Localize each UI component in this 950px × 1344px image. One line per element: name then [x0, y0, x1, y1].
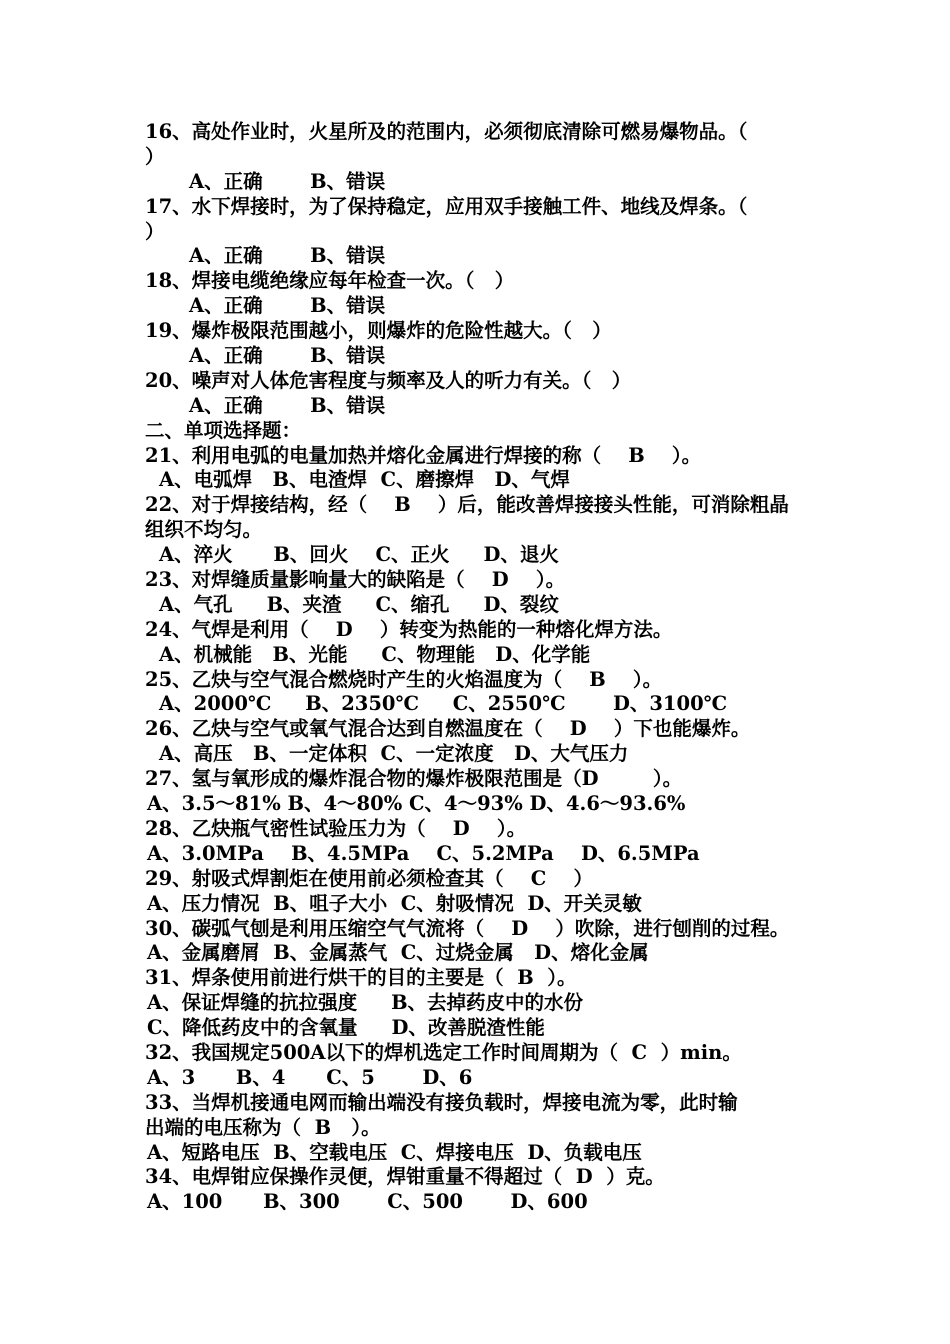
question-27: 27、氢与氧形成的爆炸混合物的爆炸极限范围是（D ）。 — [145, 767, 683, 791]
text-line: ） — [145, 144, 165, 168]
answer-options: A、保证焊缝的抗拉强度 B、去掉药皮中的水份 — [147, 991, 584, 1015]
question-21: 21、利用电弧的电量加热并熔化金属进行焊接的称（ B ）。 — [145, 443, 702, 467]
answer-options: A、正确 B、错误 — [189, 169, 386, 193]
answer-options: A、压力情况 B、咀子大小 C、射吸情况 D、开关灵敏 — [147, 891, 642, 915]
question-34: 34、电焊钳应保操作灵便，焊钳重量不得超过（ D ）克。 — [145, 1165, 665, 1189]
answer-options: A、3 B、4 C、5 D、6 — [147, 1065, 473, 1089]
text-line: 16、高处作业时，火星所及的范围内，必须彻底清除可燃易爆物品。（ — [145, 120, 748, 143]
answer-options: A、高压 B、一定体积 C、一定浓度 D、大气压力 — [159, 742, 629, 766]
answer-options: A、正确 B、错误 — [189, 344, 386, 368]
answer-options: A、正确 B、错误 — [189, 393, 386, 417]
answer-options: A、机械能 B、光能 C、物理能 D、化学能 — [159, 642, 591, 666]
answer-options: A、正确 B、错误 — [189, 294, 386, 318]
text-line: 17、水下焊接时，为了保持稳定，应用双手接触工件、地线及焊条。（ — [145, 194, 748, 218]
question-24: 24、气焊是利用（ D ）转变为热能的一种熔化焊方法。 — [145, 617, 673, 641]
answer-options: A、淬火 B、回火 C、正火 D、退火 — [159, 543, 559, 567]
question-25: 25、乙炔与空气混合燃烧时产生的火焰温度为（ B ）。 — [145, 667, 663, 691]
question-30: 30、碳弧气刨是利用压缩空气气流将（ D ）吹除，进行刨削的过程。 — [145, 916, 790, 940]
question-33: 33、当焊机接通电网而输出端没有接负载时，焊接电流为零，此时输 — [145, 1090, 738, 1114]
answer-options: A、电弧焊 B、电渣焊 C、磨擦焊 D、气焊 — [159, 468, 570, 492]
section-heading: 二、单项选择题： — [145, 418, 302, 442]
question-26: 26、乙炔与空气或氧气混合达到自燃温度在（ D ）下也能爆炸。 — [145, 717, 751, 741]
document-page — [145, 120, 815, 1215]
question-22: 22、对于焊接结构，经（ B ）后，能改善焊接接头性能，可消除粗晶 — [145, 493, 789, 517]
answer-options: A、金属磨屑 B、金属蒸气 C、过烧金属 D、熔化金属 — [147, 941, 649, 965]
question-32: 32、我国规定500A以下的焊机选定工作时间周期为（ C ）min。 — [145, 1040, 742, 1064]
question-31: 31、焊条使用前进行烘干的目的主要是（ B ）。 — [145, 966, 577, 990]
question-28: 28、乙炔瓶气密性试验压力为（ D ）。 — [145, 816, 527, 840]
answer-options: C、降低药皮中的含氧量 D、改善脱渣性能 — [147, 1016, 545, 1040]
answer-options: A、气孔 B、夹渣 C、缩孔 D、裂纹 — [159, 592, 559, 616]
answer-options: A、短路电压 B、空载电压 C、焊接电压 D、负载电压 — [147, 1140, 642, 1164]
question-20: 20、噪声对人体危害程度与频率及人的听力有关。（ ） — [145, 368, 632, 392]
answer-options: A、100 B、300 C、500 D、600 — [147, 1190, 588, 1214]
text-line: 组织不均匀。 — [145, 518, 263, 542]
text-line: ） — [145, 219, 165, 243]
answer-options: A、2000℃ B、2350℃ C、2550℃ D、3100℃ — [159, 692, 728, 716]
answer-options: A、正确 B、错误 — [189, 244, 386, 268]
question-19: 19、爆炸极限范围越小，则爆炸的危险性越大。（ ） — [145, 319, 612, 343]
answer-options: A、3.5～81% B、4～80% C、4～93% D、4.6～93.6% — [147, 792, 686, 816]
answer-options: A、3.0MPa B、4.5MPa C、5.2MPa D、6.5MPa — [147, 841, 700, 865]
question-29: 29、射吸式焊割炬在使用前必须检查其（ C ） — [145, 866, 593, 890]
question-23: 23、对焊缝质量影响量大的缺陷是（ D ）。 — [145, 568, 566, 592]
question-18: 18、焊接电缆绝缘应每年检查一次。（ ） — [145, 269, 515, 293]
text-line: 出端的电压称为（ B ）。 — [145, 1115, 381, 1139]
